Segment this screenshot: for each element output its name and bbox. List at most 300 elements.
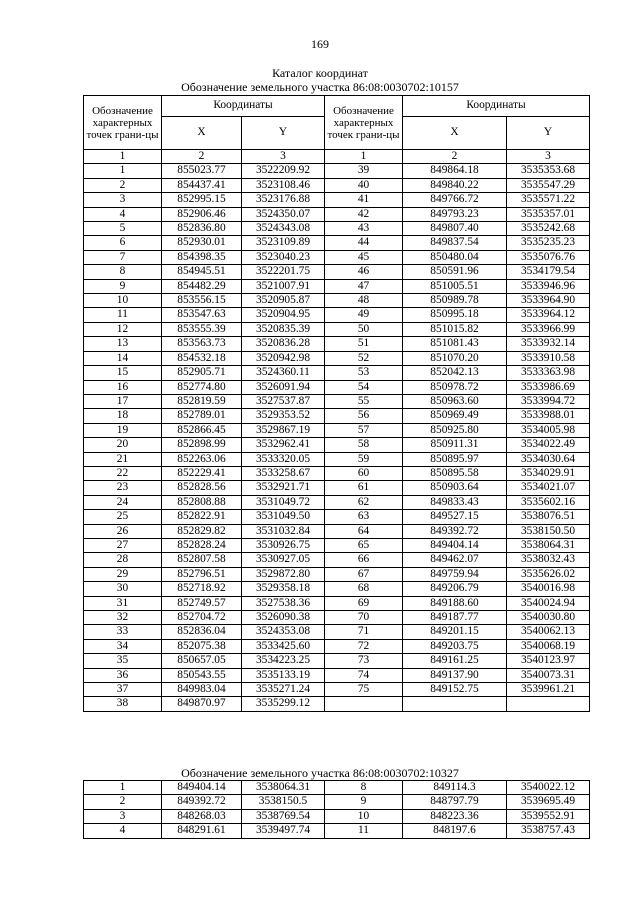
cell-x-left: 852789.01	[162, 409, 242, 423]
cell-y-left: 3527538.36	[242, 596, 325, 610]
cell-y-right: 3538757.43	[507, 824, 590, 838]
cell-y-right: 3539961.21	[507, 683, 590, 697]
cell-y-left: 3523109.89	[242, 236, 325, 250]
cell-x-right: 848197.6	[403, 824, 507, 838]
cell-y-left: 3529358.18	[242, 582, 325, 596]
cell-point-right: 73	[325, 654, 403, 668]
cell-x-right: 849392.72	[403, 524, 507, 538]
cell-x-left: 849983.04	[162, 683, 242, 697]
cell-y-right: 3534005.98	[507, 423, 590, 437]
cell-y-left: 3529872.80	[242, 567, 325, 581]
cell-point-right: 62	[325, 495, 403, 509]
cell-y-right: 3535602.16	[507, 495, 590, 509]
cell-point-right: 50	[325, 322, 403, 336]
table-row	[84, 222, 590, 236]
cell-x-right: 849527.15	[403, 510, 507, 524]
table-row	[84, 639, 590, 653]
table-row	[84, 824, 590, 838]
cell-point-right: 53	[325, 366, 403, 380]
header-index-1-left: 1	[84, 150, 162, 164]
cell-point-left: 7	[84, 250, 162, 264]
cell-x-right: 849161.25	[403, 654, 507, 668]
cell-point-right: 74	[325, 668, 403, 682]
header-x-left: X	[162, 117, 242, 150]
cell-x-left: 852906.46	[162, 207, 242, 221]
cell-x-right: 850989.78	[403, 294, 507, 308]
cell-y-left: 3531049.50	[242, 510, 325, 524]
cell-point-right: 46	[325, 265, 403, 279]
cell-x-right: 849187.77	[403, 611, 507, 625]
cell-point-left: 35	[84, 654, 162, 668]
cell-point-left: 1	[84, 164, 162, 178]
cell-point-left: 14	[84, 351, 162, 365]
cell-y-left: 3524350.07	[242, 207, 325, 221]
table-row	[84, 795, 590, 809]
cell-point-right: 51	[325, 337, 403, 351]
cell-y-left: 3534223.25	[242, 654, 325, 668]
cell-x-left: 852866.45	[162, 423, 242, 437]
table-row	[84, 207, 590, 221]
table-row	[84, 567, 590, 581]
cell-point-right: 49	[325, 308, 403, 322]
cell-x-left: 853563.73	[162, 337, 242, 351]
cell-point-left: 25	[84, 510, 162, 524]
cell-y-left: 3538150.5	[242, 795, 325, 809]
cell-x-right: 849864.18	[403, 164, 507, 178]
table-row	[84, 279, 590, 293]
coordinates-table-parcel2	[83, 780, 590, 839]
cell-y-left: 3522201.75	[242, 265, 325, 279]
cell-x-right: 849462.07	[403, 553, 507, 567]
cell-x-left: 848291.61	[162, 824, 242, 838]
cell-point-right: 66	[325, 553, 403, 567]
header-point-name-left: Обозначение характерных точек грани-цы	[84, 96, 162, 150]
table-row	[84, 164, 590, 178]
cell-x-right: 850895.58	[403, 466, 507, 480]
cell-x-left: 854482.29	[162, 279, 242, 293]
cell-y-left: 3524343.08	[242, 222, 325, 236]
cell-point-left: 28	[84, 553, 162, 567]
cell-point-left: 3	[84, 809, 162, 823]
cell-x-right: 850903.64	[403, 481, 507, 495]
cell-x-left: 852704.72	[162, 611, 242, 625]
cell-y-left: 3531032.84	[242, 524, 325, 538]
cell-x-left: 848268.03	[162, 809, 242, 823]
cell-y-left: 3520904.95	[242, 308, 325, 322]
cell-y-right: 3533994.72	[507, 394, 590, 408]
table-row	[84, 697, 590, 711]
cell-y-right: 3534021.07	[507, 481, 590, 495]
header-index-3-left: 3	[242, 150, 325, 164]
cell-y-left: 3526091.94	[242, 380, 325, 394]
cell-point-left: 30	[84, 582, 162, 596]
cell-y-right: 3535353.68	[507, 164, 590, 178]
cell-point-left: 34	[84, 639, 162, 653]
cell-x-left: 852796.51	[162, 567, 242, 581]
cell-point-right: 40	[325, 178, 403, 192]
cell-x-right: 849203.75	[403, 639, 507, 653]
cell-point-right: 55	[325, 394, 403, 408]
cell-x-right: 849793.23	[403, 207, 507, 221]
cell-y-right: 3540016.98	[507, 582, 590, 596]
cell-y-right: 3540022.12	[507, 781, 590, 795]
cell-point-left: 24	[84, 495, 162, 509]
cell-point-right: 60	[325, 466, 403, 480]
cell-point-left: 5	[84, 222, 162, 236]
cell-point-right: 69	[325, 596, 403, 610]
cell-point-left: 27	[84, 538, 162, 552]
cell-point-left: 20	[84, 438, 162, 452]
cell-x-right: 849137.90	[403, 668, 507, 682]
cell-y-left: 3532921.71	[242, 481, 325, 495]
cell-point-right: 47	[325, 279, 403, 293]
cell-y-right: 3538064.31	[507, 538, 590, 552]
cell-y-left: 3533425.60	[242, 639, 325, 653]
cell-y-right: 3535076.76	[507, 250, 590, 264]
table-row	[84, 683, 590, 697]
cell-point-right: 56	[325, 409, 403, 423]
table-row	[84, 452, 590, 466]
cell-x-right: 851081.43	[403, 337, 507, 351]
cell-y-left: 3526090.38	[242, 611, 325, 625]
cell-point-right: 75	[325, 683, 403, 697]
parcel2-title: Обозначение земельного участка 86:08:0030702:10327	[181, 766, 459, 780]
parcel2-table-body	[84, 781, 590, 839]
cell-y-left: 3531049.72	[242, 495, 325, 509]
cell-x-left: 852898.99	[162, 438, 242, 452]
cell-point-right: 68	[325, 582, 403, 596]
cell-point-left: 4	[84, 824, 162, 838]
cell-point-right: 71	[325, 625, 403, 639]
cell-point-right: 67	[325, 567, 403, 581]
table-row	[84, 582, 590, 596]
cell-x-right: 850978.72	[403, 380, 507, 394]
cell-point-right: 45	[325, 250, 403, 264]
cell-y-left: 3529867.19	[242, 423, 325, 437]
cell-point-right: 43	[325, 222, 403, 236]
parcel1-table-body	[84, 164, 590, 711]
table-row	[84, 366, 590, 380]
cell-x-left: 850543.55	[162, 668, 242, 682]
cell-x-left: 852263.06	[162, 452, 242, 466]
cell-point-left: 3	[84, 193, 162, 207]
table-row	[84, 423, 590, 437]
cell-point-left: 26	[84, 524, 162, 538]
cell-y-right: 3540062.13	[507, 625, 590, 639]
cell-x-right: 850995.18	[403, 308, 507, 322]
cell-point-left: 13	[84, 337, 162, 351]
cell-y-left: 3532962.41	[242, 438, 325, 452]
cell-y-right: 3538150.50	[507, 524, 590, 538]
cell-y-left: 3538769.54	[242, 809, 325, 823]
cell-point-right: 54	[325, 380, 403, 394]
cell-point-left: 36	[84, 668, 162, 682]
cell-point-left: 21	[84, 452, 162, 466]
cell-point-left: 11	[84, 308, 162, 322]
cell-x-left: 852822.91	[162, 510, 242, 524]
cell-point-left: 32	[84, 611, 162, 625]
cell-x-left: 854398.35	[162, 250, 242, 264]
table-row	[84, 409, 590, 423]
cell-point-right: 61	[325, 481, 403, 495]
cell-y-right: 3535235.23	[507, 236, 590, 250]
cell-y-left: 3524353.08	[242, 625, 325, 639]
cell-x-right: 851015.82	[403, 322, 507, 336]
header-index-2-right: 2	[403, 150, 507, 164]
table-row	[84, 294, 590, 308]
cell-point-right: 10	[325, 809, 403, 823]
cell-x-right: 850969.49	[403, 409, 507, 423]
cell-x-right: 849833.43	[403, 495, 507, 509]
cell-x-right: 849759.94	[403, 567, 507, 581]
cell-y-right: 3535626.02	[507, 567, 590, 581]
cell-y-right: 3533966.99	[507, 322, 590, 336]
cell-y-right: 3540030.80	[507, 611, 590, 625]
cell-point-right: 9	[325, 795, 403, 809]
cell-y-right: 3533964.12	[507, 308, 590, 322]
cell-x-right: 849114.3	[403, 781, 507, 795]
cell-x-right: 849188.60	[403, 596, 507, 610]
header-coordinates-left: Координаты	[162, 96, 325, 117]
table-row	[84, 668, 590, 682]
cell-point-right: 41	[325, 193, 403, 207]
cell-y-left: 3535299.12	[242, 697, 325, 711]
cell-point-right: 70	[325, 611, 403, 625]
cell-x-left: 855023.77	[162, 164, 242, 178]
header-index-2-left: 2	[162, 150, 242, 164]
cell-x-right: 849837.54	[403, 236, 507, 250]
cell-y-left: 3538064.31	[242, 781, 325, 795]
cell-point-right: 65	[325, 538, 403, 552]
cell-y-right: 3535547.29	[507, 178, 590, 192]
cell-y-right: 3534029.91	[507, 466, 590, 480]
cell-x-right: 850963.60	[403, 394, 507, 408]
cell-y-left: 3530927.05	[242, 553, 325, 567]
parcel1-title: Обозначение земельного участка 86:08:0030702:10157	[181, 80, 459, 94]
cell-x-right: 852042.13	[403, 366, 507, 380]
cell-point-left: 15	[84, 366, 162, 380]
cell-y-left: 3533320.05	[242, 452, 325, 466]
cell-x-left: 852905.71	[162, 366, 242, 380]
cell-point-right: 39	[325, 164, 403, 178]
cell-point-left: 1	[84, 781, 162, 795]
cell-x-left: 852836.04	[162, 625, 242, 639]
cell-point-left: 10	[84, 294, 162, 308]
cell-point-left: 8	[84, 265, 162, 279]
table-row	[84, 495, 590, 509]
cell-point-left: 19	[84, 423, 162, 437]
cell-point-right: 59	[325, 452, 403, 466]
cell-x-left: 852075.38	[162, 639, 242, 653]
cell-y-right: 3534179.54	[507, 265, 590, 279]
cell-y-left: 3535133.19	[242, 668, 325, 682]
cell-y-right: 3533946.96	[507, 279, 590, 293]
cell-x-left: 852995.15	[162, 193, 242, 207]
table-row	[84, 596, 590, 610]
table-row	[84, 481, 590, 495]
cell-x-left: 853547.63	[162, 308, 242, 322]
table-row	[84, 337, 590, 351]
cell-x-right: 849152.75	[403, 683, 507, 697]
cell-x-right: 848223.36	[403, 809, 507, 823]
table-row	[84, 236, 590, 250]
table-row	[84, 351, 590, 365]
cell-x-right: 849766.72	[403, 193, 507, 207]
cell-y-right: 3540123.97	[507, 654, 590, 668]
cell-x-left: 852774.80	[162, 380, 242, 394]
cell-y-right: 3535357.01	[507, 207, 590, 221]
table-row	[84, 438, 590, 452]
cell-y-left: 3524360.11	[242, 366, 325, 380]
cell-point-left: 2	[84, 178, 162, 192]
cell-x-right: 849201.15	[403, 625, 507, 639]
cell-point-right: 72	[325, 639, 403, 653]
header-point-name-right: Обозначение характерных точек грани-цы	[325, 96, 403, 150]
table-row	[84, 394, 590, 408]
cell-point-left: 4	[84, 207, 162, 221]
cell-y-right: 3535571.22	[507, 193, 590, 207]
cell-point-right: 48	[325, 294, 403, 308]
cell-x-right: 850911.31	[403, 438, 507, 452]
cell-point-left: 29	[84, 567, 162, 581]
cell-x-left: 853555.39	[162, 322, 242, 336]
cell-x-right	[403, 697, 507, 711]
catalog-title: Каталог координат	[272, 66, 368, 80]
cell-point-left: 16	[84, 380, 162, 394]
cell-y-left: 3523040.23	[242, 250, 325, 264]
cell-y-right: 3533363.98	[507, 366, 590, 380]
cell-y-left: 3523176.88	[242, 193, 325, 207]
cell-point-right: 11	[325, 824, 403, 838]
table-row	[84, 654, 590, 668]
cell-y-right: 3538076.51	[507, 510, 590, 524]
table-row	[84, 250, 590, 264]
cell-y-right: 3533986.69	[507, 380, 590, 394]
cell-x-right: 849840.22	[403, 178, 507, 192]
cell-y-left: 3535271.24	[242, 683, 325, 697]
cell-y-right: 3535242.68	[507, 222, 590, 236]
cell-y-right	[507, 697, 590, 711]
cell-y-right: 3534030.64	[507, 452, 590, 466]
cell-y-left: 3520942.98	[242, 351, 325, 365]
cell-y-right: 3540073.31	[507, 668, 590, 682]
cell-y-left: 3521007.91	[242, 279, 325, 293]
table-row	[84, 809, 590, 823]
cell-point-left: 37	[84, 683, 162, 697]
cell-x-left: 852819.59	[162, 394, 242, 408]
cell-y-right: 3538032.43	[507, 553, 590, 567]
table-row	[84, 781, 590, 795]
cell-x-left: 854532.18	[162, 351, 242, 365]
cell-x-left: 849404.14	[162, 781, 242, 795]
cell-point-left: 31	[84, 596, 162, 610]
cell-y-right: 3540068.19	[507, 639, 590, 653]
page-number: 169	[311, 37, 329, 51]
table-row	[84, 380, 590, 394]
cell-x-right: 848797.79	[403, 795, 507, 809]
cell-point-left: 6	[84, 236, 162, 250]
header-coordinates-right: Координаты	[403, 96, 590, 117]
cell-point-left: 23	[84, 481, 162, 495]
cell-y-left: 3533258.67	[242, 466, 325, 480]
cell-y-right: 3539552.91	[507, 809, 590, 823]
table-row	[84, 625, 590, 639]
table-row	[84, 265, 590, 279]
cell-y-right: 3533988.01	[507, 409, 590, 423]
cell-x-left: 852829.82	[162, 524, 242, 538]
cell-y-left: 3520835.39	[242, 322, 325, 336]
cell-x-left: 852749.57	[162, 596, 242, 610]
cell-point-right: 42	[325, 207, 403, 221]
cell-x-left: 852836.80	[162, 222, 242, 236]
cell-x-right: 850591.96	[403, 265, 507, 279]
cell-x-left: 854437.41	[162, 178, 242, 192]
header-y-left: Y	[242, 117, 325, 150]
cell-y-left: 3527537.87	[242, 394, 325, 408]
cell-y-left: 3520905.87	[242, 294, 325, 308]
cell-y-left: 3529353.52	[242, 409, 325, 423]
header-y-right: Y	[507, 117, 590, 150]
cell-y-right: 3533932.14	[507, 337, 590, 351]
cell-y-left: 3522209.92	[242, 164, 325, 178]
cell-point-right: 52	[325, 351, 403, 365]
table-row	[84, 524, 590, 538]
cell-x-left: 854945.51	[162, 265, 242, 279]
table-row	[84, 193, 590, 207]
header-index-3-right: 3	[507, 150, 590, 164]
cell-point-right: 8	[325, 781, 403, 795]
cell-point-right: 44	[325, 236, 403, 250]
cell-y-left: 3530926.75	[242, 538, 325, 552]
cell-x-right: 851005.51	[403, 279, 507, 293]
header-x-right: X	[403, 117, 507, 150]
cell-x-left: 852229.41	[162, 466, 242, 480]
cell-point-left: 2	[84, 795, 162, 809]
cell-y-right: 3534022.49	[507, 438, 590, 452]
cell-y-right: 3539695.49	[507, 795, 590, 809]
cell-y-right: 3540024.94	[507, 596, 590, 610]
cell-y-left: 3539497.74	[242, 824, 325, 838]
cell-point-right: 64	[325, 524, 403, 538]
cell-x-right: 850480.04	[403, 250, 507, 264]
table-row	[84, 553, 590, 567]
cell-x-left: 850657.05	[162, 654, 242, 668]
cell-y-left: 3523108.46	[242, 178, 325, 192]
cell-point-left: 33	[84, 625, 162, 639]
cell-point-right: 57	[325, 423, 403, 437]
cell-y-right: 3533910.58	[507, 351, 590, 365]
cell-x-left: 852807.58	[162, 553, 242, 567]
table-row	[84, 466, 590, 480]
cell-point-left: 9	[84, 279, 162, 293]
cell-x-left: 852718.92	[162, 582, 242, 596]
table-row	[84, 178, 590, 192]
cell-y-right: 3533964.90	[507, 294, 590, 308]
header-index-1-right: 1	[325, 150, 403, 164]
table-row	[84, 308, 590, 322]
cell-point-left: 12	[84, 322, 162, 336]
cell-point-left: 22	[84, 466, 162, 480]
cell-point-right: 63	[325, 510, 403, 524]
cell-x-right: 849404.14	[403, 538, 507, 552]
cell-x-left: 849392.72	[162, 795, 242, 809]
cell-point-left: 38	[84, 697, 162, 711]
cell-x-right: 849206.79	[403, 582, 507, 596]
table-row	[84, 510, 590, 524]
cell-x-left: 852828.24	[162, 538, 242, 552]
cell-x-left: 849870.97	[162, 697, 242, 711]
cell-x-right: 849807.40	[403, 222, 507, 236]
